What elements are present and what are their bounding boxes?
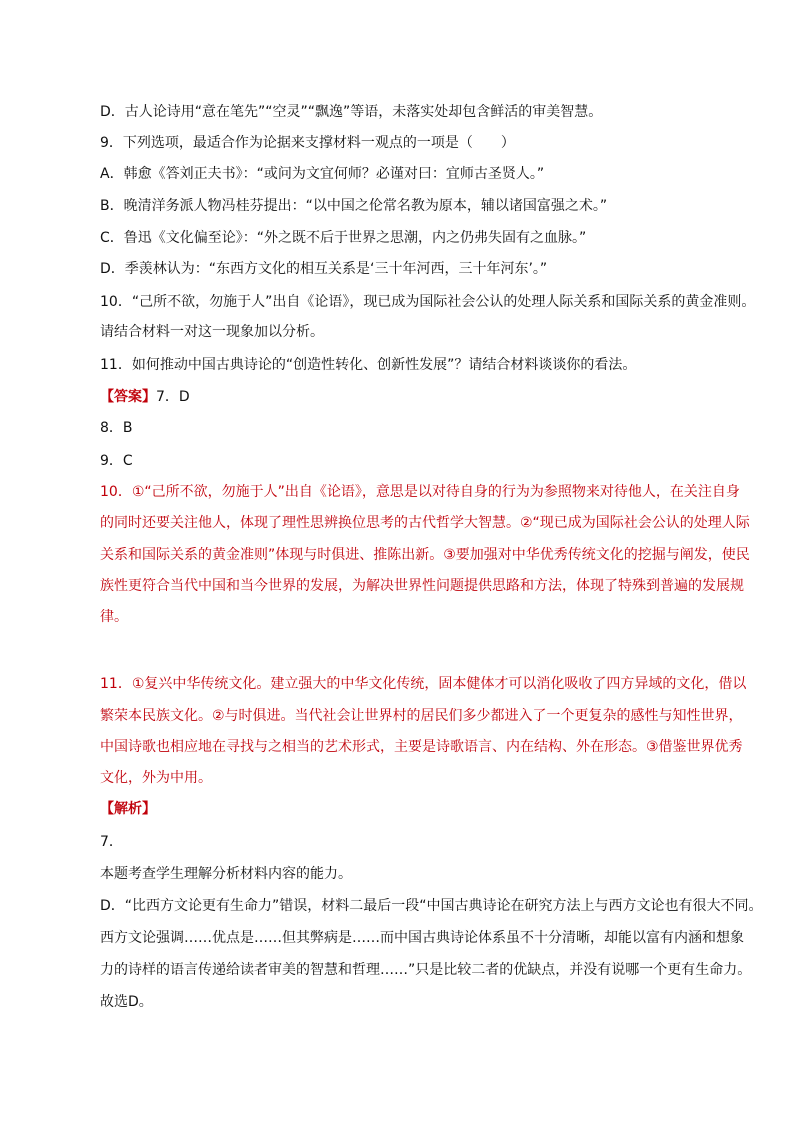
answer-10-line-2: 的同时还要关注他人，体现了理性思辨换位思考的古代哲学大智慧。②“现已成为国际社会公认的处理人际 — [100, 515, 750, 531]
analysis-label: 【解析】 — [100, 801, 156, 817]
option-d-q8: D．古人论诗用“意在笔先”“空灵”“飘逸”等语，未落实处却包含鲜活的审美智慧。 — [100, 104, 603, 120]
answer-11-line-4: 文化，外为中用。 — [100, 770, 212, 786]
analysis-7-line-3: 西方文论强调……优点是……但其弊病是……而中国古典诗论体系虽不十分清晰，却能以富有内涵和想象 — [100, 930, 744, 946]
answer-9: 9．C — [100, 453, 133, 469]
answer-10-line-5: 律。 — [100, 609, 128, 625]
option-b-q9: B．晚清洋务派人物冯桂芬提出：“以中国之伦常名教为原本，辅以诸国富强之术。” — [100, 198, 608, 214]
answer-8: 8．B — [100, 420, 133, 436]
analysis-7-intro: 本题考查学生理解分析材料内容的能力。 — [100, 866, 352, 882]
answer-11-line-1: 11．①复兴中华传统文化。建立强大的中华文化传统，固本健体才可以消化吸收了四方异域的文化，借以 — [100, 676, 747, 692]
answer-10-line-3: 关系和国际关系的黄金准则”体现与时俱进、推陈出新。③要加强对中华优秀传统文化的挖掘与阐发，使民 — [100, 547, 750, 563]
answer-11-line-2: 繁荣本民族文化。②与时俱进。当代社会让世界村的居民们多少都进入了一个更复杂的感性与知性世界， — [100, 708, 743, 724]
analysis-7-line-2: D．“比西方文论更有生命力”错误，材料二最后一段“中国古典诗论在研究方法上与西方文论也有很大不同。 — [100, 898, 763, 914]
option-d-q9: D．季羡林认为：“东西方文化的相互关系是‘三十年河西，三十年河东’。” — [100, 261, 548, 277]
answer-heading — [100, 387, 190, 407]
answer-7: 7．D — [156, 389, 190, 405]
analysis-7-line-4: 力的诗样的语言传递给读者审美的智慧和哲理……”只是比较二者的优缺点，并没有说哪一个更有生命力。 — [100, 962, 752, 978]
answer-label: 【答案】 — [100, 389, 156, 405]
question-9-stem: 9．下列选项，最适合作为论据来支撑材料一观点的一项是（ ） — [100, 135, 515, 151]
analysis-heading — [100, 799, 156, 819]
option-a-q9: A．韩愈《答刘正夫书》：“或问为文宜何师？必谨对曰：宜师古圣贤人。” — [100, 166, 545, 182]
answer-10-line-1: 10．①“己所不欲，勿施于人”出自《论语》，意思是以对待自身的行为为参照物来对待他人，在关注自身 — [100, 484, 740, 500]
question-11-stem: 11．如何推动中国古典诗论的“创造性转化、创新性发展”？请结合材料谈谈你的看法。 — [100, 357, 637, 373]
question-10-line-2: 请结合材料一对这一现象加以分析。 — [100, 324, 324, 340]
analysis-7-line-5: 故选D。 — [100, 994, 153, 1010]
option-c-q9: C．鲁迅《文化偏至论》：“外之既不后于世界之思潮，内之仍弗失固有之血脉。” — [100, 230, 587, 246]
question-10-line-1: 10．“己所不欲，勿施于人”出自《论语》，现已成为国际社会公认的处理人际关系和国际关系的黄金准则。 — [100, 294, 756, 310]
answer-10-line-4: 族性更符合当代中国和当今世界的发展，为解决世界性问题提供思路和方法，体现了特殊到普遍的发展规 — [100, 578, 744, 594]
analysis-7-number: 7． — [100, 834, 123, 850]
answer-11-line-3: 中国诗歌也相应地在寻找与之相当的艺术形式，主要是诗歌语言、内在结构、外在形态。③借鉴世界优秀 — [100, 739, 743, 755]
